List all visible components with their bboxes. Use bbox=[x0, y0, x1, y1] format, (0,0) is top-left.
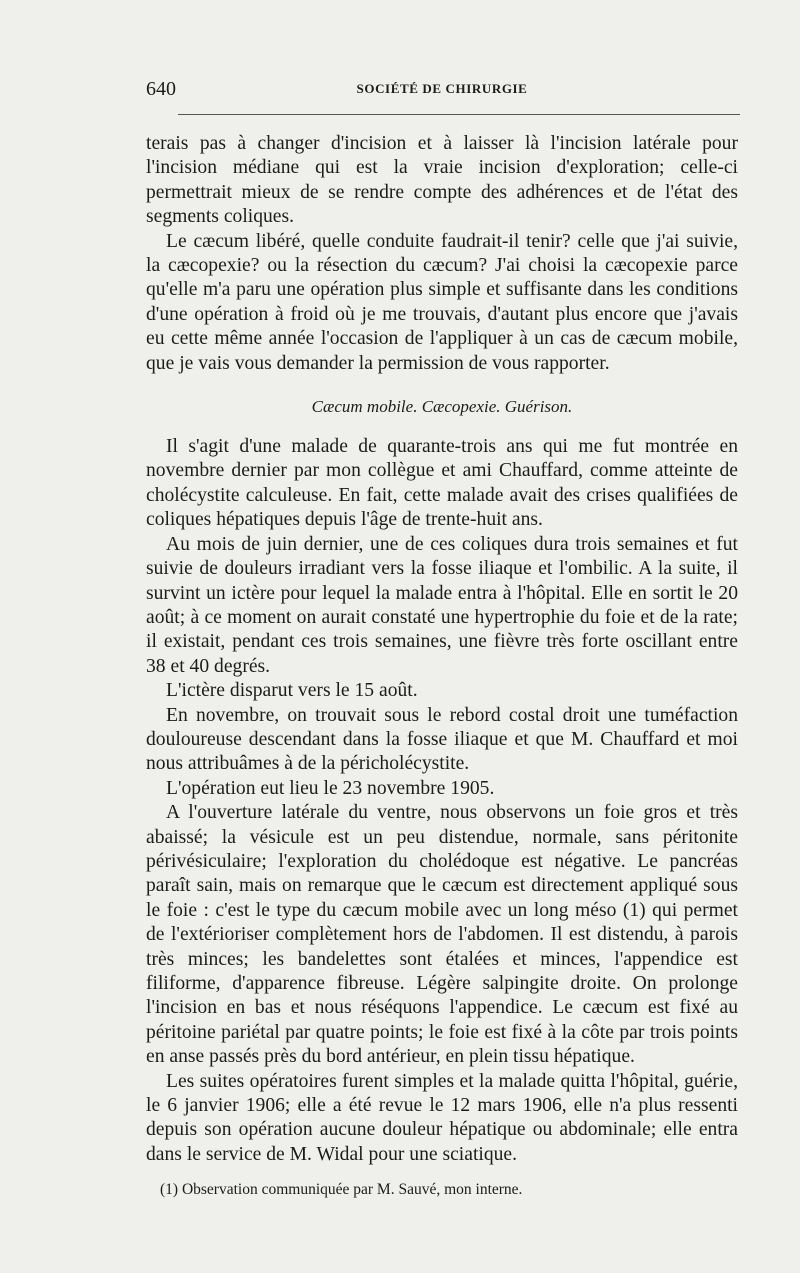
paragraph: Il s'agit d'une malade de quarante-trois ans qui me fut montrée en novembre dernier par mon collègue et ami Chauffard, comme atteinte de cholécystite calculeuse. En fait, cette malade avait des crises qualifiées de coliques hépatiques depuis l'âge de trente-huit ans. bbox=[146, 436, 738, 531]
paragraph: Au mois de juin dernier, une de ces coliques dura trois semaines et fut suivie de douleurs irradiant vers la fosse iliaque et l'ombilic. A la suite, il survint un ictère pour lequel la malade entra à l'hôpital. Elle en sortit le 20 août; à ce moment on aurait constaté une hypertrophie du foie et de la rate; il existait, pendant ces trois semaines, une fièvre très forte oscillant entre 38 et 40 degrés. bbox=[146, 533, 738, 677]
section-title: Cæcum mobile. Cæcopexie. Guérison. bbox=[311, 397, 573, 417]
paragraph: Les suites opératoires furent simples et la malade quitta l'hôpital, guérie, le 6 janvier 1906; elle a été revue le 12 mars 1906, elle n'a plus ressenti depuis son opération aucune douleur hépatique ou abdominale; elle entra dans le service de M. Widal pour une sciatique. bbox=[146, 1070, 738, 1165]
body-text bbox=[146, 132, 738, 1167]
paragraph: A l'ouverture latérale du ventre, nous observons un foie gros et très abaissé; la vésicule est un peu distendue, normale, sans péritonite périvésiculaire; l'exploration du cholédoque est négative. Le pancréas paraît sain, mais on remarque que le cæcum est directement appliqué sous le foie : c'est le type du cæcum mobile avec un long méso (1) qui permet de l'extérioriser complètement hors de l'abdomen. Il est distendu, à parois très minces; les bandelettes sont étalées et minces, l'appendice est filiforme, d'apparence fibreuse. Légère salpingite droite. On prolonge l'incision en bas et nous réséquons l'appendice. Le cæcum est fixé au péritoine pariétal par quatre points; le foie est fixé à la côte par trois points en anse passés près du bord antérieur, en plein tissu hépatique. bbox=[146, 802, 738, 1068]
paragraph: L'opération eut lieu le 23 novembre 1905. bbox=[166, 777, 495, 799]
running-title: SOCIÉTÉ DE CHIRURGIE bbox=[356, 81, 528, 96]
paragraph: L'ictère disparut vers le 15 août. bbox=[166, 680, 418, 702]
footnote: (1) Observation communiquée par M. Sauvé, mon interne. bbox=[160, 1181, 523, 1198]
paragraph-continued: terais pas à changer d'incision et à laisser là l'incision latérale pour l'incision médiane qui est la vraie incision d'exploration; celle-ci permettrait mieux de se rendre compte des adhérences et de l'état des segments coliques. bbox=[146, 133, 738, 228]
page-number: 640 bbox=[146, 78, 176, 100]
paragraph: Le cæcum libéré, quelle conduite faudrait-il tenir? celle que j'ai suivie, la cæcopexie? ou la résection du cæcum? J'ai choisi la cæcopexie parce qu'elle m'a paru une opération plus simple et suffisante dans les conditions d'une opération à froid où je me trouvais, d'autant plus encore que j'avais eu cette même année l'occasion de l'appliquer à un cas de cæcum mobile, que je vais vous demander la permission de vous rapporter. bbox=[146, 230, 738, 374]
header-rule bbox=[178, 114, 740, 115]
page-header bbox=[146, 78, 738, 100]
paragraph: En novembre, on trouvait sous le rebord costal droit une tuméfaction douloureuse descendant dans la fosse iliaque et que M. Chauffard et moi nous attribuâmes à de la péricholécystite. bbox=[146, 704, 738, 775]
